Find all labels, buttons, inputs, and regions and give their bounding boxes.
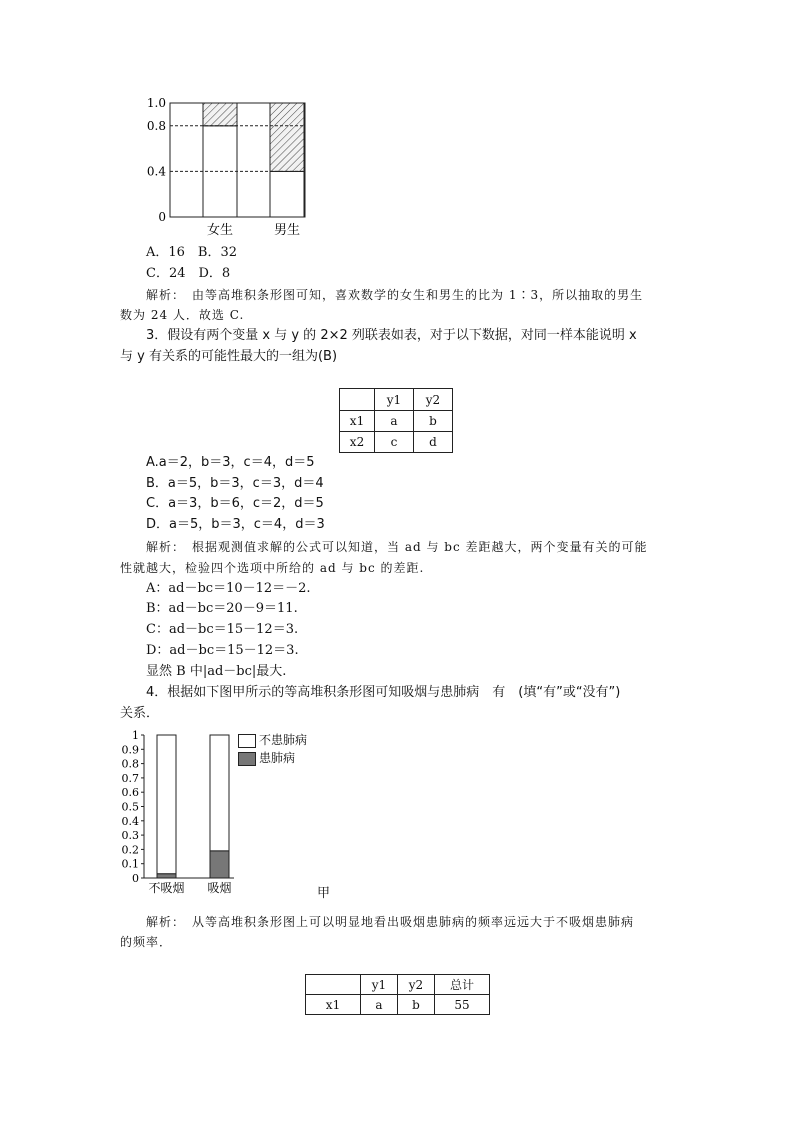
- q3-stem-line1: 3．假设有两个变量 x 与 y 的 2×2 列联表如表，对于以下数据，对同一样本能说明 x: [146, 328, 637, 343]
- table-cell: d: [414, 432, 453, 453]
- chart-gender-math: [135, 95, 325, 243]
- legend-label-no-disease: 不患肺病: [259, 733, 308, 747]
- q3-calc-d: D：ad－bc＝15－12＝3.: [146, 643, 299, 658]
- q4-table: [305, 974, 490, 1015]
- x-tick-label: 男生: [273, 223, 301, 238]
- q3-option-a: A.a＝2，b＝3，c＝4，d＝5: [146, 455, 315, 470]
- q3-stem-line2: 与 y 有关系的可能性最大的一组为(B): [120, 349, 338, 364]
- legend-label-disease: 患肺病: [259, 751, 296, 765]
- q4-stem-line1: 4．根据如下图甲所示的等高堆积条形图可知吸烟与患肺病 有 (填“有”或“没有”): [146, 685, 621, 700]
- table-cell: [306, 975, 361, 995]
- q3-option-d: D．a＝5，b＝3，c＝4，d＝3: [146, 517, 325, 532]
- table-cell: x2: [340, 432, 375, 453]
- table-cell: [340, 389, 375, 411]
- q4-stem-line2: 关系．: [120, 706, 160, 721]
- q2-option-c-d: C．24 D．8: [146, 266, 231, 281]
- bar-segment: [210, 735, 229, 851]
- bar-segment: [210, 851, 229, 878]
- q2-option-a-b: A．16 B．32: [146, 245, 238, 260]
- q3-contingency-table: [339, 388, 453, 453]
- y-tick-label: 0.8: [121, 757, 139, 771]
- bar-segment: [270, 103, 304, 171]
- q3-analysis-line1: 解析： 根据观测值求解的公式可以知道，当 ad 与 bc 差距越大，两个变量有关的可能: [146, 540, 648, 554]
- bar-segment: [157, 735, 176, 874]
- y-tick-label: 0.9: [121, 743, 139, 757]
- y-tick-label: 0.7: [121, 771, 139, 785]
- bar-segment: [203, 103, 237, 126]
- q3-calc-a: A：ad－bc＝10－12＝－2.: [146, 581, 311, 596]
- x-tick-label: 女生: [206, 223, 234, 238]
- table-cell: b: [398, 995, 435, 1015]
- q3-option-b: B．a＝5，b＝3，c＝3，d＝4: [146, 476, 324, 491]
- table-header-y1: y1: [361, 975, 398, 995]
- q3-conclusion: 显然 B 中|ad－bc|最大.: [146, 664, 287, 679]
- table-row: [306, 995, 490, 1015]
- y-tick-label: 0.8: [146, 118, 166, 133]
- table-cell: 55: [435, 995, 490, 1015]
- table-header-y2: y2: [414, 389, 453, 411]
- table-cell: c: [375, 432, 414, 453]
- y-tick-label: 0.1: [121, 857, 139, 871]
- table-row: [340, 432, 453, 453]
- q2-analysis-line1: 解析： 由等高堆积条形图可知，喜欢数学的女生和男生的比为 1∶3，所以抽取的男生: [146, 288, 644, 302]
- table-cell: a: [361, 995, 398, 1015]
- q4-analysis-line1: 解析： 从等高堆积条形图上可以明显地看出吸烟患肺病的频率远远大于不吸烟患肺病: [146, 915, 635, 929]
- y-tick-label: 1.0: [146, 96, 166, 110]
- y-tick-label: 0.2: [121, 843, 139, 857]
- legend-swatch-disease: [238, 752, 256, 766]
- bar-segment: [270, 171, 304, 217]
- y-tick-label: 0.3: [121, 829, 139, 843]
- table-cell: a: [375, 411, 414, 432]
- y-tick-label: 0.6: [121, 786, 139, 800]
- table-header-total: 总计: [435, 975, 490, 995]
- q2-analysis-line2: 数为 24 人．故选 C.: [120, 308, 245, 322]
- q3-analysis-line2: 性就越大，检验四个选项中所给的 ad 与 bc 的差距.: [120, 561, 425, 575]
- table-row: [340, 411, 453, 432]
- table-cell: x1: [340, 411, 375, 432]
- table-header-y1: y1: [375, 389, 414, 411]
- x-tick-label: 不吸烟: [148, 881, 185, 895]
- x-tick-label: 吸烟: [207, 881, 232, 895]
- bar-segment: [157, 874, 176, 878]
- table-cell: x1: [306, 995, 361, 1015]
- y-tick-label: 0: [158, 210, 166, 224]
- y-tick-label: 0: [132, 872, 139, 885]
- q3-calc-c: C：ad－bc＝15－12＝3.: [146, 622, 299, 637]
- table-cell: b: [414, 411, 453, 432]
- q3-calc-b: B：ad－bc＝20－9＝11.: [146, 601, 298, 616]
- y-tick-label: 0.4: [121, 814, 139, 828]
- table-header-y2: y2: [398, 975, 435, 995]
- chart-caption: 甲: [317, 886, 331, 901]
- legend-swatch-no-disease: [238, 734, 256, 748]
- y-tick-label: 1: [132, 729, 139, 742]
- legend: [238, 731, 348, 771]
- q4-analysis-line2: 的频率．: [120, 935, 173, 949]
- y-tick-label: 0.4: [146, 164, 166, 179]
- q3-option-c: C．a＝3，b＝6，c＝2，d＝5: [146, 496, 324, 511]
- y-tick-label: 0.5: [121, 800, 139, 814]
